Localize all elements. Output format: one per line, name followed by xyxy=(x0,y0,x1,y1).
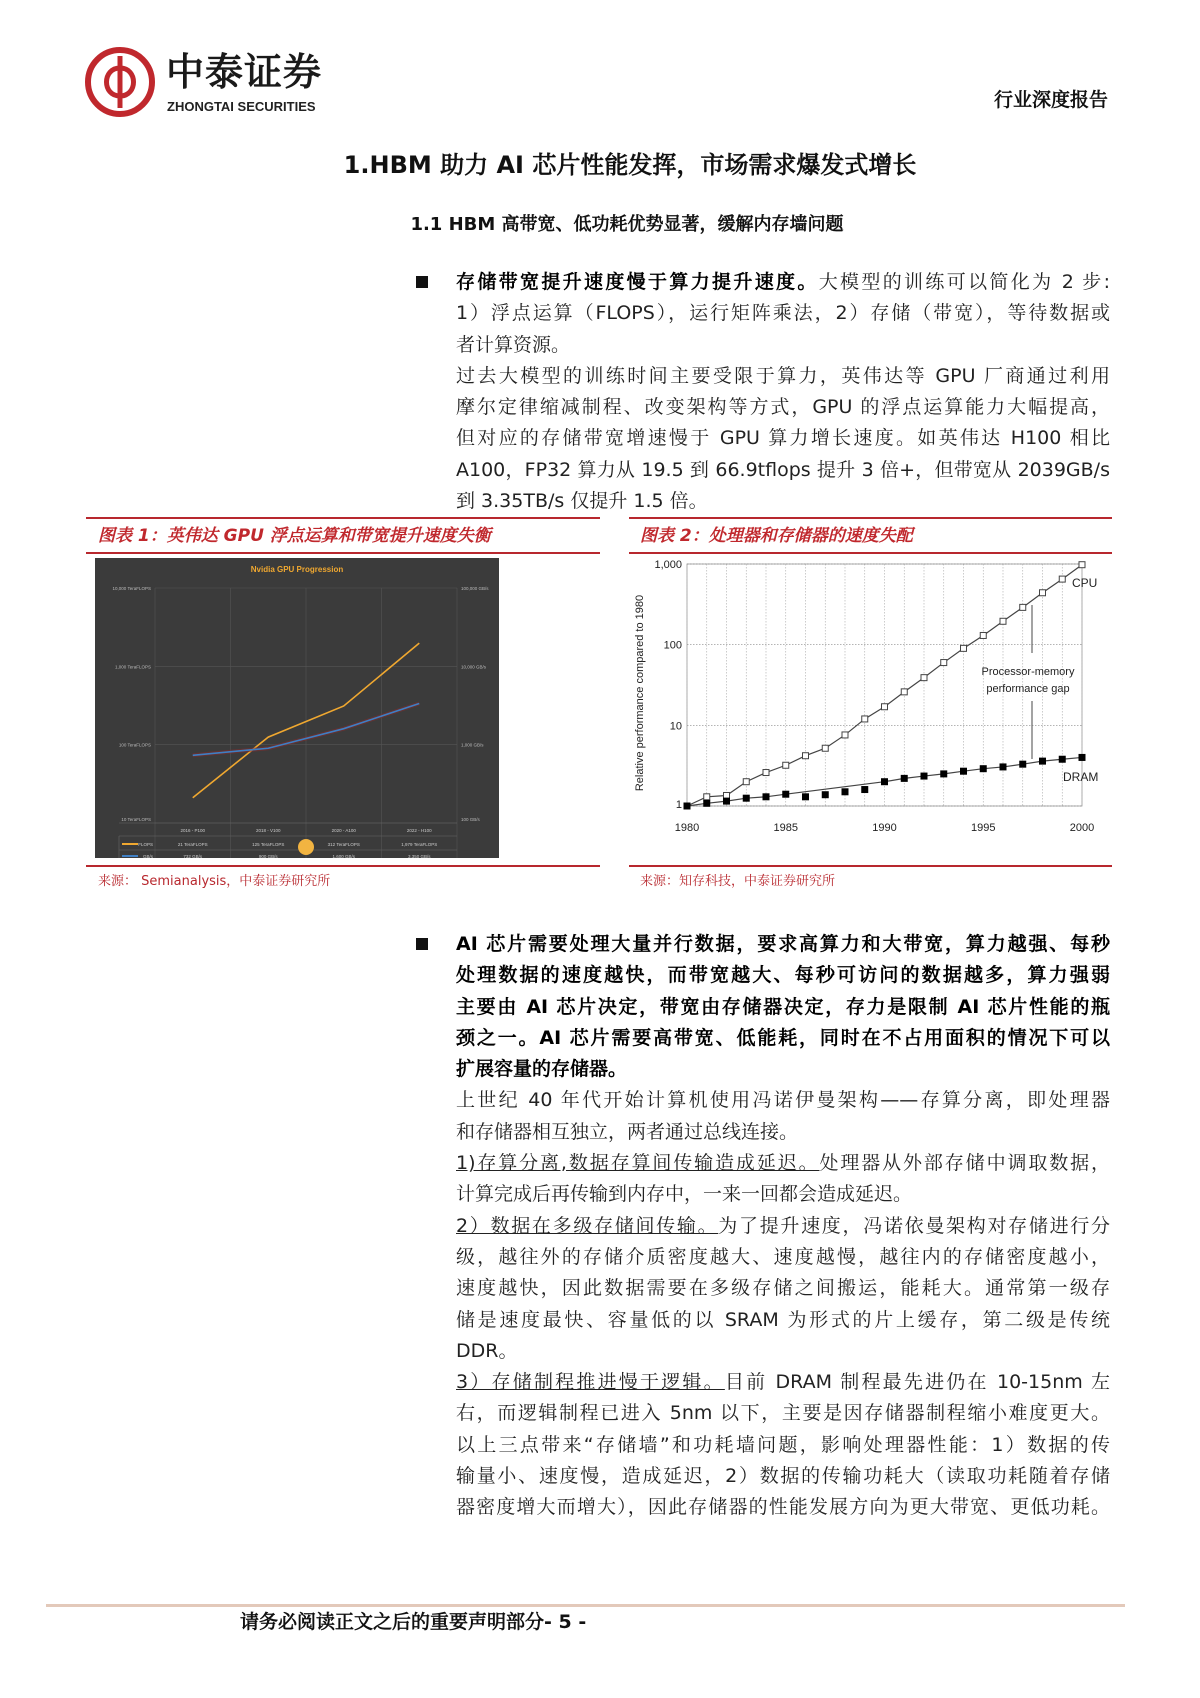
data-point-dram xyxy=(763,794,769,800)
underlined-heading: 1)存算分离,数据存算间传输造成延迟。 xyxy=(456,1152,820,1175)
data-point-cpu xyxy=(842,732,848,738)
body-text: 右，而逻辑制程已进入 5nm 以下，主要是因存储器制程缩小难度更大。 xyxy=(456,1402,1110,1425)
text-line xyxy=(456,1211,1110,1242)
body-text: 输量小、速度慢，造成延迟，2）数据的传输功耗大（读取功耗随着存储 xyxy=(456,1465,1110,1488)
data-point-cpu xyxy=(822,745,828,751)
chart-title: Nvidia GPU Progression xyxy=(250,565,344,574)
data-point-dram xyxy=(1040,758,1046,764)
figure-1-source: 来源： Semianalysis，中泰证券研究所 xyxy=(98,874,331,889)
body-text: 和存储器相互独立，两者通过总线连接。 xyxy=(456,1120,799,1143)
text-line xyxy=(456,486,1110,517)
text-line xyxy=(456,1461,1110,1492)
x-tick-label: 1980 xyxy=(674,822,700,834)
body-text: 大模型的训练可以简化为 2 步: xyxy=(818,271,1110,293)
text-line xyxy=(456,1054,1110,1085)
body-text: 以上三点带来“存储墙”和功耗墙问题，影响处理器性能：1）数据的传 xyxy=(456,1433,1110,1456)
data-point-dram xyxy=(743,795,749,801)
bullet-square-icon xyxy=(416,938,428,950)
subsection-title: 1.1 HBM 高带宽、低功耗优势显著，缓解内存墙问题 xyxy=(410,214,844,235)
text-line xyxy=(456,455,1110,486)
data-point-cpu xyxy=(803,753,809,759)
body-text: 处理器从外部存储中调取数据， xyxy=(819,1152,1110,1175)
y-axis-label: Relative performance compared to 1980 xyxy=(634,594,646,792)
text-line xyxy=(456,1148,1110,1179)
cpu-dram-performance-chart xyxy=(632,553,1112,843)
data-point-dram xyxy=(921,773,927,779)
text-line xyxy=(456,1023,1110,1054)
zhongtai-logo-icon xyxy=(84,46,156,118)
text-line xyxy=(456,1117,1110,1148)
bold-text: 颈之一。AI 芯片需要高带宽、低能耗，同时在不占用面积的情况下可以 xyxy=(456,1026,1110,1049)
y-tick-label: 1,000 xyxy=(654,559,682,571)
body-text: 储是速度最快、容量低的以 SRAM 为形式的片上缓存，第二级是传统 xyxy=(456,1308,1110,1331)
body-text: 到 3.35TB/s 仅提升 1.5 倍。 xyxy=(456,490,708,513)
y-tick-label: 1 xyxy=(675,799,682,811)
table-category-label: 2016 - P100 xyxy=(180,828,206,833)
figure-2-source: 来源：知存科技，中泰证券研究所 xyxy=(640,874,836,889)
paragraph-memory-wall xyxy=(456,929,1110,1524)
y-left-tick-label: 100 TeraFLOPS xyxy=(118,742,151,748)
bold-text: AI 芯片需要处理大量并行数据，要求高算力和大带宽，算力越强、每秒 xyxy=(456,933,1110,955)
data-point-cpu xyxy=(1040,590,1046,596)
data-point-cpu xyxy=(882,704,888,710)
watermark-badge-icon xyxy=(298,839,314,855)
body-text: 计算完成后再传输到内存中，一来一回都会造成延迟。 xyxy=(456,1183,913,1206)
data-point-dram xyxy=(1000,764,1006,770)
logo-english-name: ZHONGTAI SECURITIES xyxy=(167,99,316,114)
data-point-cpu xyxy=(724,792,730,798)
figure-2-bottom-rule xyxy=(629,865,1112,867)
y-left-tick-label: 10 TeraFLOPS xyxy=(121,817,151,822)
y-left-tick-label: 1,000 TeraFLOPS xyxy=(115,664,151,670)
table-category-label: 2022 - H100 xyxy=(406,828,432,833)
bold-text: 主要由 AI 芯片决定，带宽由存储器决定，存力是限制 AI 芯片性能的瓶 xyxy=(456,995,1110,1018)
x-tick-label: 1995 xyxy=(971,822,996,834)
data-point-cpu xyxy=(921,675,927,681)
series-label-dram: DRAM xyxy=(1063,770,1099,784)
text-line xyxy=(456,1336,1110,1367)
y-left-tick-label: 10,000 TeraFLOPS xyxy=(112,586,151,591)
underlined-heading: 3）存储制程推进慢于逻辑。 xyxy=(456,1371,725,1394)
data-point-dram xyxy=(724,798,730,804)
chart-background xyxy=(95,558,499,858)
bold-text: 存储带宽提升速度慢于算力提升速度。 xyxy=(456,271,819,293)
data-point-dram xyxy=(684,803,690,809)
table-category-label: 2020 - A100 xyxy=(331,828,356,833)
data-point-cpu xyxy=(901,689,907,695)
data-point-cpu xyxy=(763,770,769,776)
data-point-dram xyxy=(1079,754,1085,760)
data-point-cpu xyxy=(704,794,710,800)
text-line xyxy=(456,992,1110,1023)
underlined-heading: 2）数据在多级存储间传输。 xyxy=(456,1214,719,1237)
data-point-cpu xyxy=(941,660,947,666)
text-line xyxy=(456,361,1110,392)
legend-label: GB/s xyxy=(142,854,153,858)
body-text: 器密度增大而增大），因此存储器的性能发展方向为更大带宽、更低功耗。 xyxy=(456,1496,1110,1519)
body-text: 过去大模型的训练时间主要受限于算力，英伟达等 GPU 厂商通过利用 xyxy=(456,364,1110,387)
text-line xyxy=(456,330,1110,361)
annotation-text: Processor-memory xyxy=(981,666,1075,678)
table-value-label: 3,350 GB/s xyxy=(407,854,431,858)
paragraph-bandwidth-vs-compute xyxy=(456,267,1110,517)
data-point-cpu xyxy=(1059,576,1065,582)
text-line xyxy=(456,1367,1110,1398)
bold-text: 处理数据的速度越快，而带宽越大、每秒可访问的数据越多，算力强弱 xyxy=(456,964,1110,987)
y-tick-label: 10 xyxy=(669,720,682,733)
y-tick-label: 100 xyxy=(663,639,682,652)
text-line xyxy=(456,1305,1110,1336)
series-label-cpu: CPU xyxy=(1072,576,1098,590)
text-line xyxy=(456,392,1110,423)
figure-2-top-rule xyxy=(629,517,1112,519)
text-line xyxy=(456,298,1110,329)
data-point-cpu xyxy=(961,645,967,651)
text-line xyxy=(456,1273,1110,1304)
body-text: 目前 DRAM 制程最先进仍在 10-15nm 左 xyxy=(724,1371,1110,1394)
body-text: A100，FP32 算力从 19.5 到 66.9tflops 提升 3 倍+，但带宽从 2039GB/s xyxy=(456,458,1110,481)
text-line xyxy=(456,1085,1110,1116)
data-point-dram xyxy=(901,775,907,781)
text-line xyxy=(456,423,1110,454)
body-text: DDR。 xyxy=(456,1339,518,1362)
x-tick-label: 1990 xyxy=(872,822,897,834)
table-value-label: 21 TeraFLOPS xyxy=(177,842,208,847)
table-value-label: 900 GB/s xyxy=(258,854,278,858)
data-point-cpu xyxy=(1020,604,1026,610)
data-point-dram xyxy=(862,787,868,793)
nvidia-gpu-progression-chart xyxy=(95,558,499,858)
logo-chinese-name: 中泰证券 xyxy=(166,50,323,94)
body-text: 上世纪 40 年代开始计算机使用冯诺伊曼架构——存算分离，即处理器 xyxy=(456,1089,1110,1112)
table-category-label: 2018 - V100 xyxy=(255,828,281,833)
table-value-label: 1,600 GB/s xyxy=(332,854,356,858)
data-point-dram xyxy=(1020,761,1026,767)
legend-label: FLOPS xyxy=(138,842,153,847)
body-text: 1）浮点运算（FLOPS），运行矩阵乘法，2）存储（带宽），等待数据或 xyxy=(456,302,1110,325)
bullet-square-icon xyxy=(416,276,428,288)
x-tick-label: 1985 xyxy=(773,822,798,834)
text-line xyxy=(456,929,1110,960)
body-text: 但对应的存储带宽增速慢于 GPU 算力增长速度。如英伟达 H100 相比 xyxy=(456,427,1110,450)
figure-2-caption: 图表 2：处理器和存储器的速度失配 xyxy=(640,526,913,546)
table-value-label: 732 GB/s xyxy=(183,854,203,858)
text-line xyxy=(456,1242,1110,1273)
annotation-text: performance gap xyxy=(986,683,1070,695)
data-point-dram xyxy=(842,789,848,795)
y-right-tick-label: 100,000 GB/s xyxy=(461,586,489,591)
table-value-label: 1,979 TeraFLOPS xyxy=(401,842,438,847)
table-value-label: 125 TeraFLOPS xyxy=(252,842,285,847)
text-line xyxy=(456,1492,1110,1523)
section-title: 1.HBM 助力 AI 芯片性能发挥，市场需求爆发式增长 xyxy=(343,151,917,179)
body-text: 者计算资源。 xyxy=(456,333,571,356)
text-line xyxy=(456,267,1110,298)
data-point-dram xyxy=(803,794,809,800)
y-right-tick-label: 100 GB/s xyxy=(461,817,480,822)
text-line xyxy=(456,1430,1110,1461)
data-point-dram xyxy=(882,779,888,785)
body-text: 速度越快，因此数据需要在多级存储之间搬运，能耗大。通常第一级存 xyxy=(456,1277,1110,1300)
data-point-cpu xyxy=(980,632,986,638)
data-point-cpu xyxy=(1079,562,1085,568)
text-line xyxy=(456,960,1110,991)
figure-1-caption: 图表 1：英伟达 GPU 浮点运算和带宽提升速度失衡 xyxy=(98,526,491,546)
report-type-label: 行业深度报告 xyxy=(993,89,1108,111)
data-point-dram xyxy=(822,792,828,798)
body-text: 级，越往外的存储介质密度越大、速度越慢，越往内的存储密度越小， xyxy=(456,1245,1110,1268)
data-point-cpu xyxy=(1000,618,1006,624)
data-point-cpu xyxy=(743,779,749,785)
figure-1-caption-rule xyxy=(86,552,600,554)
figure-1-bottom-rule xyxy=(86,865,600,867)
text-line xyxy=(456,1179,1110,1210)
data-point-dram xyxy=(941,771,947,777)
data-point-dram xyxy=(961,768,967,774)
table-value-label: 312 TeraFLOPS xyxy=(327,842,360,847)
bold-text: 扩展容量的存储器。 xyxy=(456,1058,628,1081)
y-right-tick-label: 10,000 GB/s xyxy=(461,664,487,670)
footer-rule xyxy=(46,1604,1125,1607)
body-text: 为了提升速度，冯诺依曼架构对存储进行分 xyxy=(718,1214,1110,1237)
data-point-cpu xyxy=(783,762,789,768)
data-point-dram xyxy=(1059,756,1065,762)
data-point-dram xyxy=(980,766,986,772)
data-point-cpu xyxy=(862,716,868,722)
data-point-dram xyxy=(704,800,710,806)
text-line xyxy=(456,1398,1110,1429)
body-text: 摩尔定律缩减制程、改变架构等方式，GPU 的浮点运算能力大幅提高， xyxy=(456,396,1110,419)
data-point-dram xyxy=(783,791,789,797)
x-tick-label: 2000 xyxy=(1069,822,1095,834)
footer-disclaimer-page-number: 请务必阅读正文之后的重要声明部分- 5 - xyxy=(240,1611,587,1633)
figure-1-top-rule xyxy=(86,517,600,519)
y-right-tick-label: 1,000 GB/s xyxy=(461,742,484,748)
